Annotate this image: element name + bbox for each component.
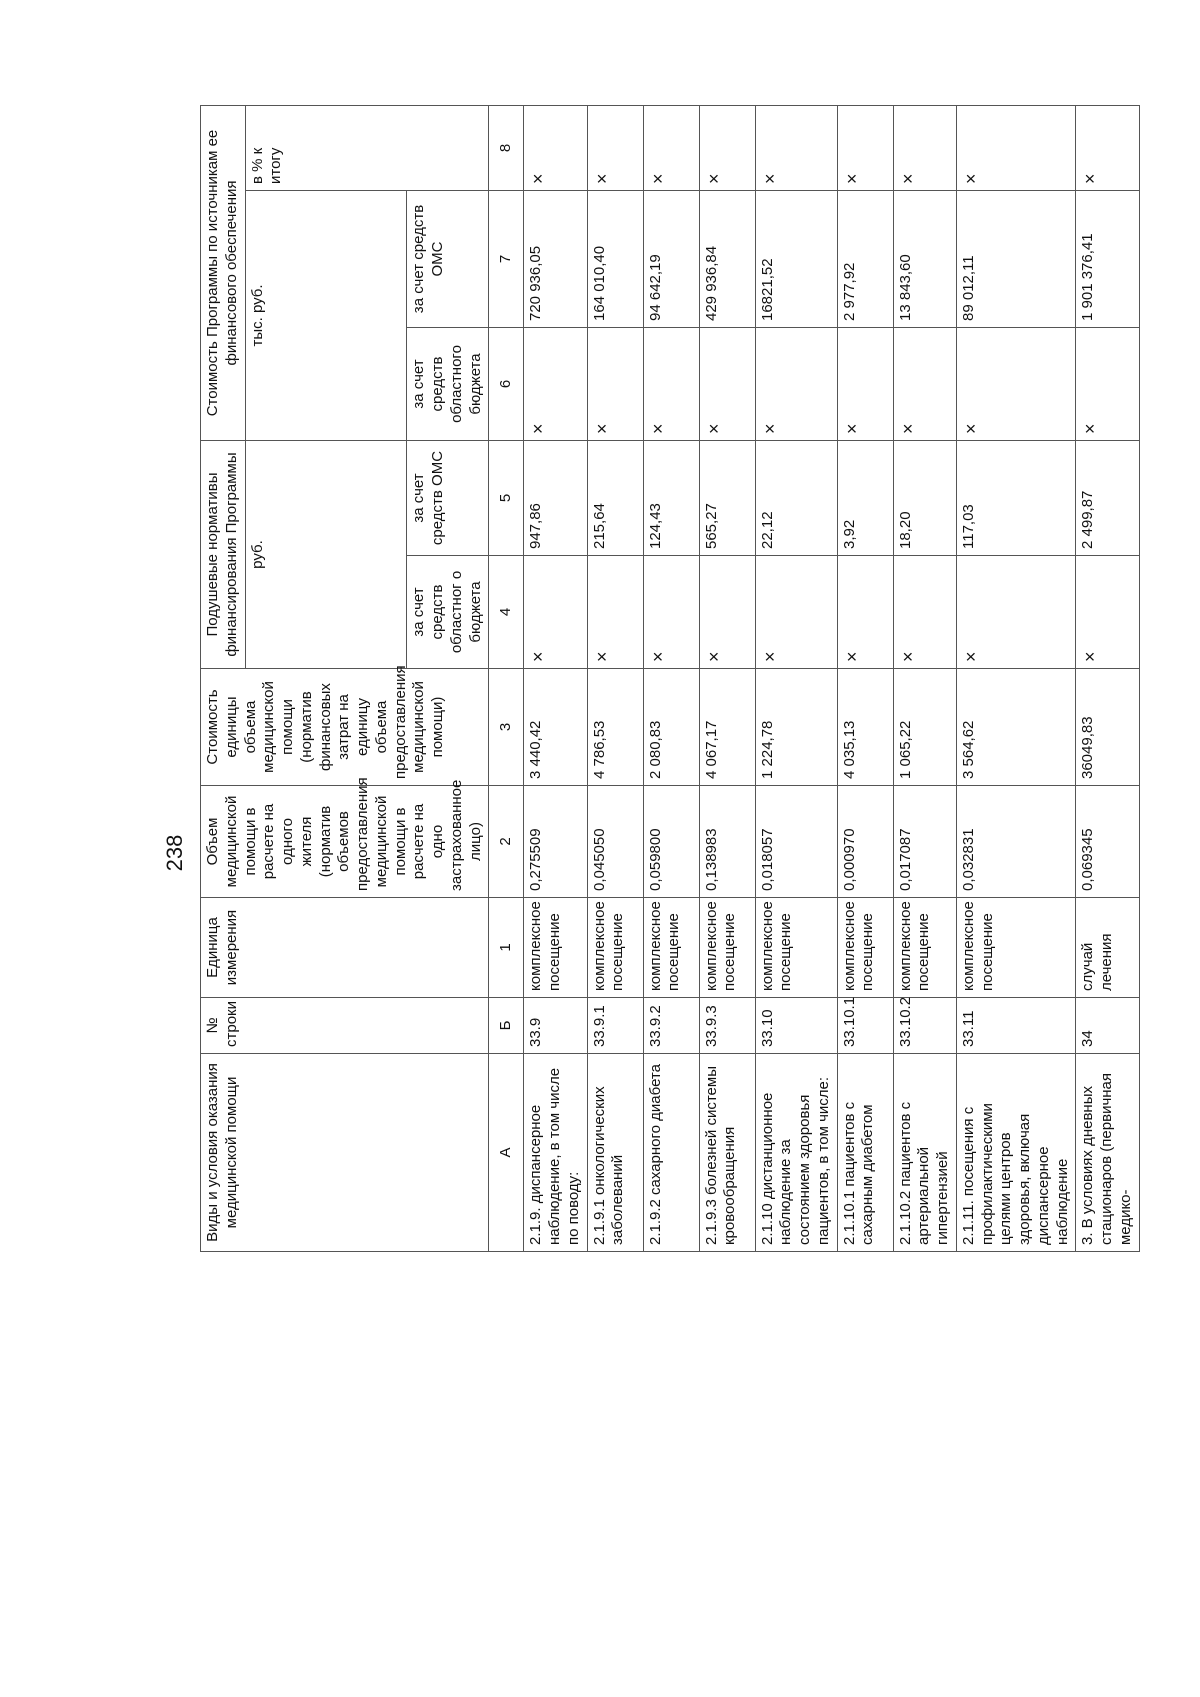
unit-cost-cell: 36049,83 bbox=[1076, 669, 1139, 786]
pc-budget-cell: × bbox=[837, 556, 893, 669]
percent-cell: × bbox=[956, 105, 1076, 190]
header-cost-oms: за счет средств ОМС bbox=[407, 191, 489, 328]
header-unit-cost: Стоимость единицы объема медицинской помощи (норматив финансовых затрат на единицу объема предоставления медицинской помощи) bbox=[201, 669, 489, 786]
pc-budget-cell: × bbox=[587, 556, 643, 669]
cost-oms-cell: 2 977,92 bbox=[837, 191, 893, 328]
table-row bbox=[837, 105, 893, 1251]
volume-cell: 0,017087 bbox=[893, 786, 956, 898]
financing-table bbox=[200, 105, 1140, 1252]
cost-budget-cell: × bbox=[587, 328, 643, 441]
table-row bbox=[893, 105, 956, 1251]
pc-oms-cell: 22,12 bbox=[755, 441, 837, 556]
line-number-cell: 33.9.1 bbox=[587, 998, 643, 1054]
care-type-cell: 2.1.9.2 сахарного диабета bbox=[643, 1054, 699, 1252]
table-row bbox=[524, 105, 587, 1251]
percent-cell: × bbox=[524, 105, 587, 190]
unit-cell: случай лечения bbox=[1076, 898, 1139, 998]
line-number-cell: 34 bbox=[1076, 998, 1139, 1054]
pc-budget-cell: × bbox=[699, 556, 755, 669]
header-care-type: Виды и условия оказания медицинской помощи bbox=[201, 1054, 489, 1252]
line-number-cell: 33.9 bbox=[524, 998, 587, 1054]
cost-budget-cell: × bbox=[643, 328, 699, 441]
percent-cell: × bbox=[699, 105, 755, 190]
cost-budget-cell: × bbox=[1076, 328, 1139, 441]
unit-cell: комплексное посещение bbox=[956, 898, 1076, 998]
col-number: 7 bbox=[489, 191, 524, 328]
unit-cost-cell: 3 564,62 bbox=[956, 669, 1076, 786]
volume-cell: 0,000970 bbox=[837, 786, 893, 898]
unit-cost-cell: 4 067,17 bbox=[699, 669, 755, 786]
cost-budget-cell: × bbox=[699, 328, 755, 441]
header-unit-rub: руб. bbox=[245, 441, 407, 669]
col-number: 3 bbox=[489, 669, 524, 786]
cost-budget-cell: × bbox=[755, 328, 837, 441]
cost-oms-cell: 13 843,60 bbox=[893, 191, 956, 328]
header-unit: Единица измерения bbox=[201, 898, 489, 998]
line-number-cell: 33.10.1 bbox=[837, 998, 893, 1054]
pc-oms-cell: 215,64 bbox=[587, 441, 643, 556]
pc-budget-cell: × bbox=[893, 556, 956, 669]
header-unit-thous-rub: тыс. руб. bbox=[245, 191, 407, 441]
cost-oms-cell: 89 012,11 bbox=[956, 191, 1076, 328]
pc-budget-cell: × bbox=[755, 556, 837, 669]
percent-cell: × bbox=[755, 105, 837, 190]
volume-cell: 0,069345 bbox=[1076, 786, 1139, 898]
unit-cost-cell: 3 440,42 bbox=[524, 669, 587, 786]
volume-cell: 0,045050 bbox=[587, 786, 643, 898]
unit-cell: комплексное посещение bbox=[755, 898, 837, 998]
volume-cell: 0,275509 bbox=[524, 786, 587, 898]
percent-cell: × bbox=[837, 105, 893, 190]
table-row bbox=[755, 105, 837, 1251]
column-number-row bbox=[489, 105, 524, 1251]
pc-oms-cell: 18,20 bbox=[893, 441, 956, 556]
pc-oms-cell: 124,43 bbox=[643, 441, 699, 556]
rotated-table-container bbox=[200, 106, 1153, 1252]
volume-cell: 0,138983 bbox=[699, 786, 755, 898]
line-number-cell: 33.10 bbox=[755, 998, 837, 1054]
header-percent: в % к итогу bbox=[245, 105, 489, 190]
page-number: 238 bbox=[162, 834, 187, 872]
volume-cell: 0,018057 bbox=[755, 786, 837, 898]
unit-cell: комплексное посещение bbox=[699, 898, 755, 998]
unit-cell: комплексное посещение bbox=[893, 898, 956, 998]
care-type-cell: 2.1.10.1 пациентов с сахарным диабетом bbox=[837, 1054, 893, 1252]
percent-cell: × bbox=[587, 105, 643, 190]
header-volume: Объем медицинской помощи в расчете на одного жителя (норматив объемов предоставления медицинской помощи в расчете на одно застрахованное лицо) bbox=[201, 786, 489, 898]
unit-cost-cell: 4 786,53 bbox=[587, 669, 643, 786]
line-number-cell: 33.9.3 bbox=[699, 998, 755, 1054]
unit-cost-cell: 1 224,78 bbox=[755, 669, 837, 786]
care-type-cell: 2.1.11. посещения с профилактическими целями центров здоровья, включая диспансерное наблюдение bbox=[956, 1054, 1076, 1252]
care-type-cell: 2.1.9.1 онкологических заболеваний bbox=[587, 1054, 643, 1252]
cost-oms-cell: 1 901 376,41 bbox=[1076, 191, 1139, 328]
unit-cost-cell: 1 065,22 bbox=[893, 669, 956, 786]
cost-oms-cell: 429 936,84 bbox=[699, 191, 755, 328]
header-pc-oms: за счет средств ОМС bbox=[407, 441, 489, 556]
line-number-cell: 33.9.2 bbox=[643, 998, 699, 1054]
percent-cell: × bbox=[893, 105, 956, 190]
header-line-number: № строки bbox=[201, 998, 489, 1054]
line-number-cell: 33.10.2 bbox=[893, 998, 956, 1054]
header-pc-budget: за счет средств областног о бюджета bbox=[407, 556, 489, 669]
col-number: 1 bbox=[489, 898, 524, 998]
col-number: 8 bbox=[489, 105, 524, 190]
unit-cell: комплексное посещение bbox=[587, 898, 643, 998]
cost-oms-cell: 94 642,19 bbox=[643, 191, 699, 328]
volume-cell: 0,032831 bbox=[956, 786, 1076, 898]
pc-oms-cell: 947,86 bbox=[524, 441, 587, 556]
pc-budget-cell: × bbox=[956, 556, 1076, 669]
col-number: 4 bbox=[489, 556, 524, 669]
cost-budget-cell: × bbox=[524, 328, 587, 441]
cost-oms-cell: 16821,52 bbox=[755, 191, 837, 328]
col-number: А bbox=[489, 1054, 524, 1252]
header-cost-budget: за счет средств областного бюджета bbox=[407, 328, 489, 441]
line-number-cell: 33.11 bbox=[956, 998, 1076, 1054]
percent-cell: × bbox=[1076, 105, 1139, 190]
pc-oms-cell: 117,03 bbox=[956, 441, 1076, 556]
cost-budget-cell: × bbox=[837, 328, 893, 441]
pc-budget-cell: × bbox=[524, 556, 587, 669]
col-number: 5 bbox=[489, 441, 524, 556]
care-type-cell: 2.1.9.3 болезней системы кровообращения bbox=[699, 1054, 755, 1252]
unit-cell: комплексное посещение bbox=[837, 898, 893, 998]
pc-budget-cell: × bbox=[643, 556, 699, 669]
table-row bbox=[587, 105, 643, 1251]
care-type-cell: 2.1.10.2 пациентов с артериальной гипертензией bbox=[893, 1054, 956, 1252]
care-type-cell: 2.1.9. диспансерное наблюдение, в том числе по поводу: bbox=[524, 1054, 587, 1252]
cost-oms-cell: 720 936,05 bbox=[524, 191, 587, 328]
volume-cell: 0,059800 bbox=[643, 786, 699, 898]
table-row bbox=[1076, 105, 1139, 1251]
unit-cell: комплексное посещение bbox=[524, 898, 587, 998]
pc-oms-cell: 2 499,87 bbox=[1076, 441, 1139, 556]
pc-oms-cell: 3,92 bbox=[837, 441, 893, 556]
col-number: 2 bbox=[489, 786, 524, 898]
unit-cost-cell: 2 080,83 bbox=[643, 669, 699, 786]
table-row bbox=[956, 105, 1076, 1251]
header-program-cost-group: Стоимость Программы по источникам ее финансового обеспечения bbox=[201, 105, 246, 440]
care-type-cell: 3. В условиях дневных стационаров (первичная медико- bbox=[1076, 1054, 1139, 1252]
pc-budget-cell: × bbox=[1076, 556, 1139, 669]
cost-oms-cell: 164 010,40 bbox=[587, 191, 643, 328]
col-number: 6 bbox=[489, 328, 524, 441]
col-number: Б bbox=[489, 998, 524, 1054]
cost-budget-cell: × bbox=[956, 328, 1076, 441]
care-type-cell: 2.1.10 дистанционное наблюдение за состоянием здоровья пациентов, в том числе: bbox=[755, 1054, 837, 1252]
unit-cell: комплексное посещение bbox=[643, 898, 699, 998]
table-row bbox=[699, 105, 755, 1251]
cost-budget-cell: × bbox=[893, 328, 956, 441]
table-row bbox=[643, 105, 699, 1251]
pc-oms-cell: 565,27 bbox=[699, 441, 755, 556]
unit-cost-cell: 4 035,13 bbox=[837, 669, 893, 786]
percent-cell: × bbox=[643, 105, 699, 190]
header-per-capita-group: Подушевые нормативы финансирования Программы bbox=[201, 441, 246, 669]
